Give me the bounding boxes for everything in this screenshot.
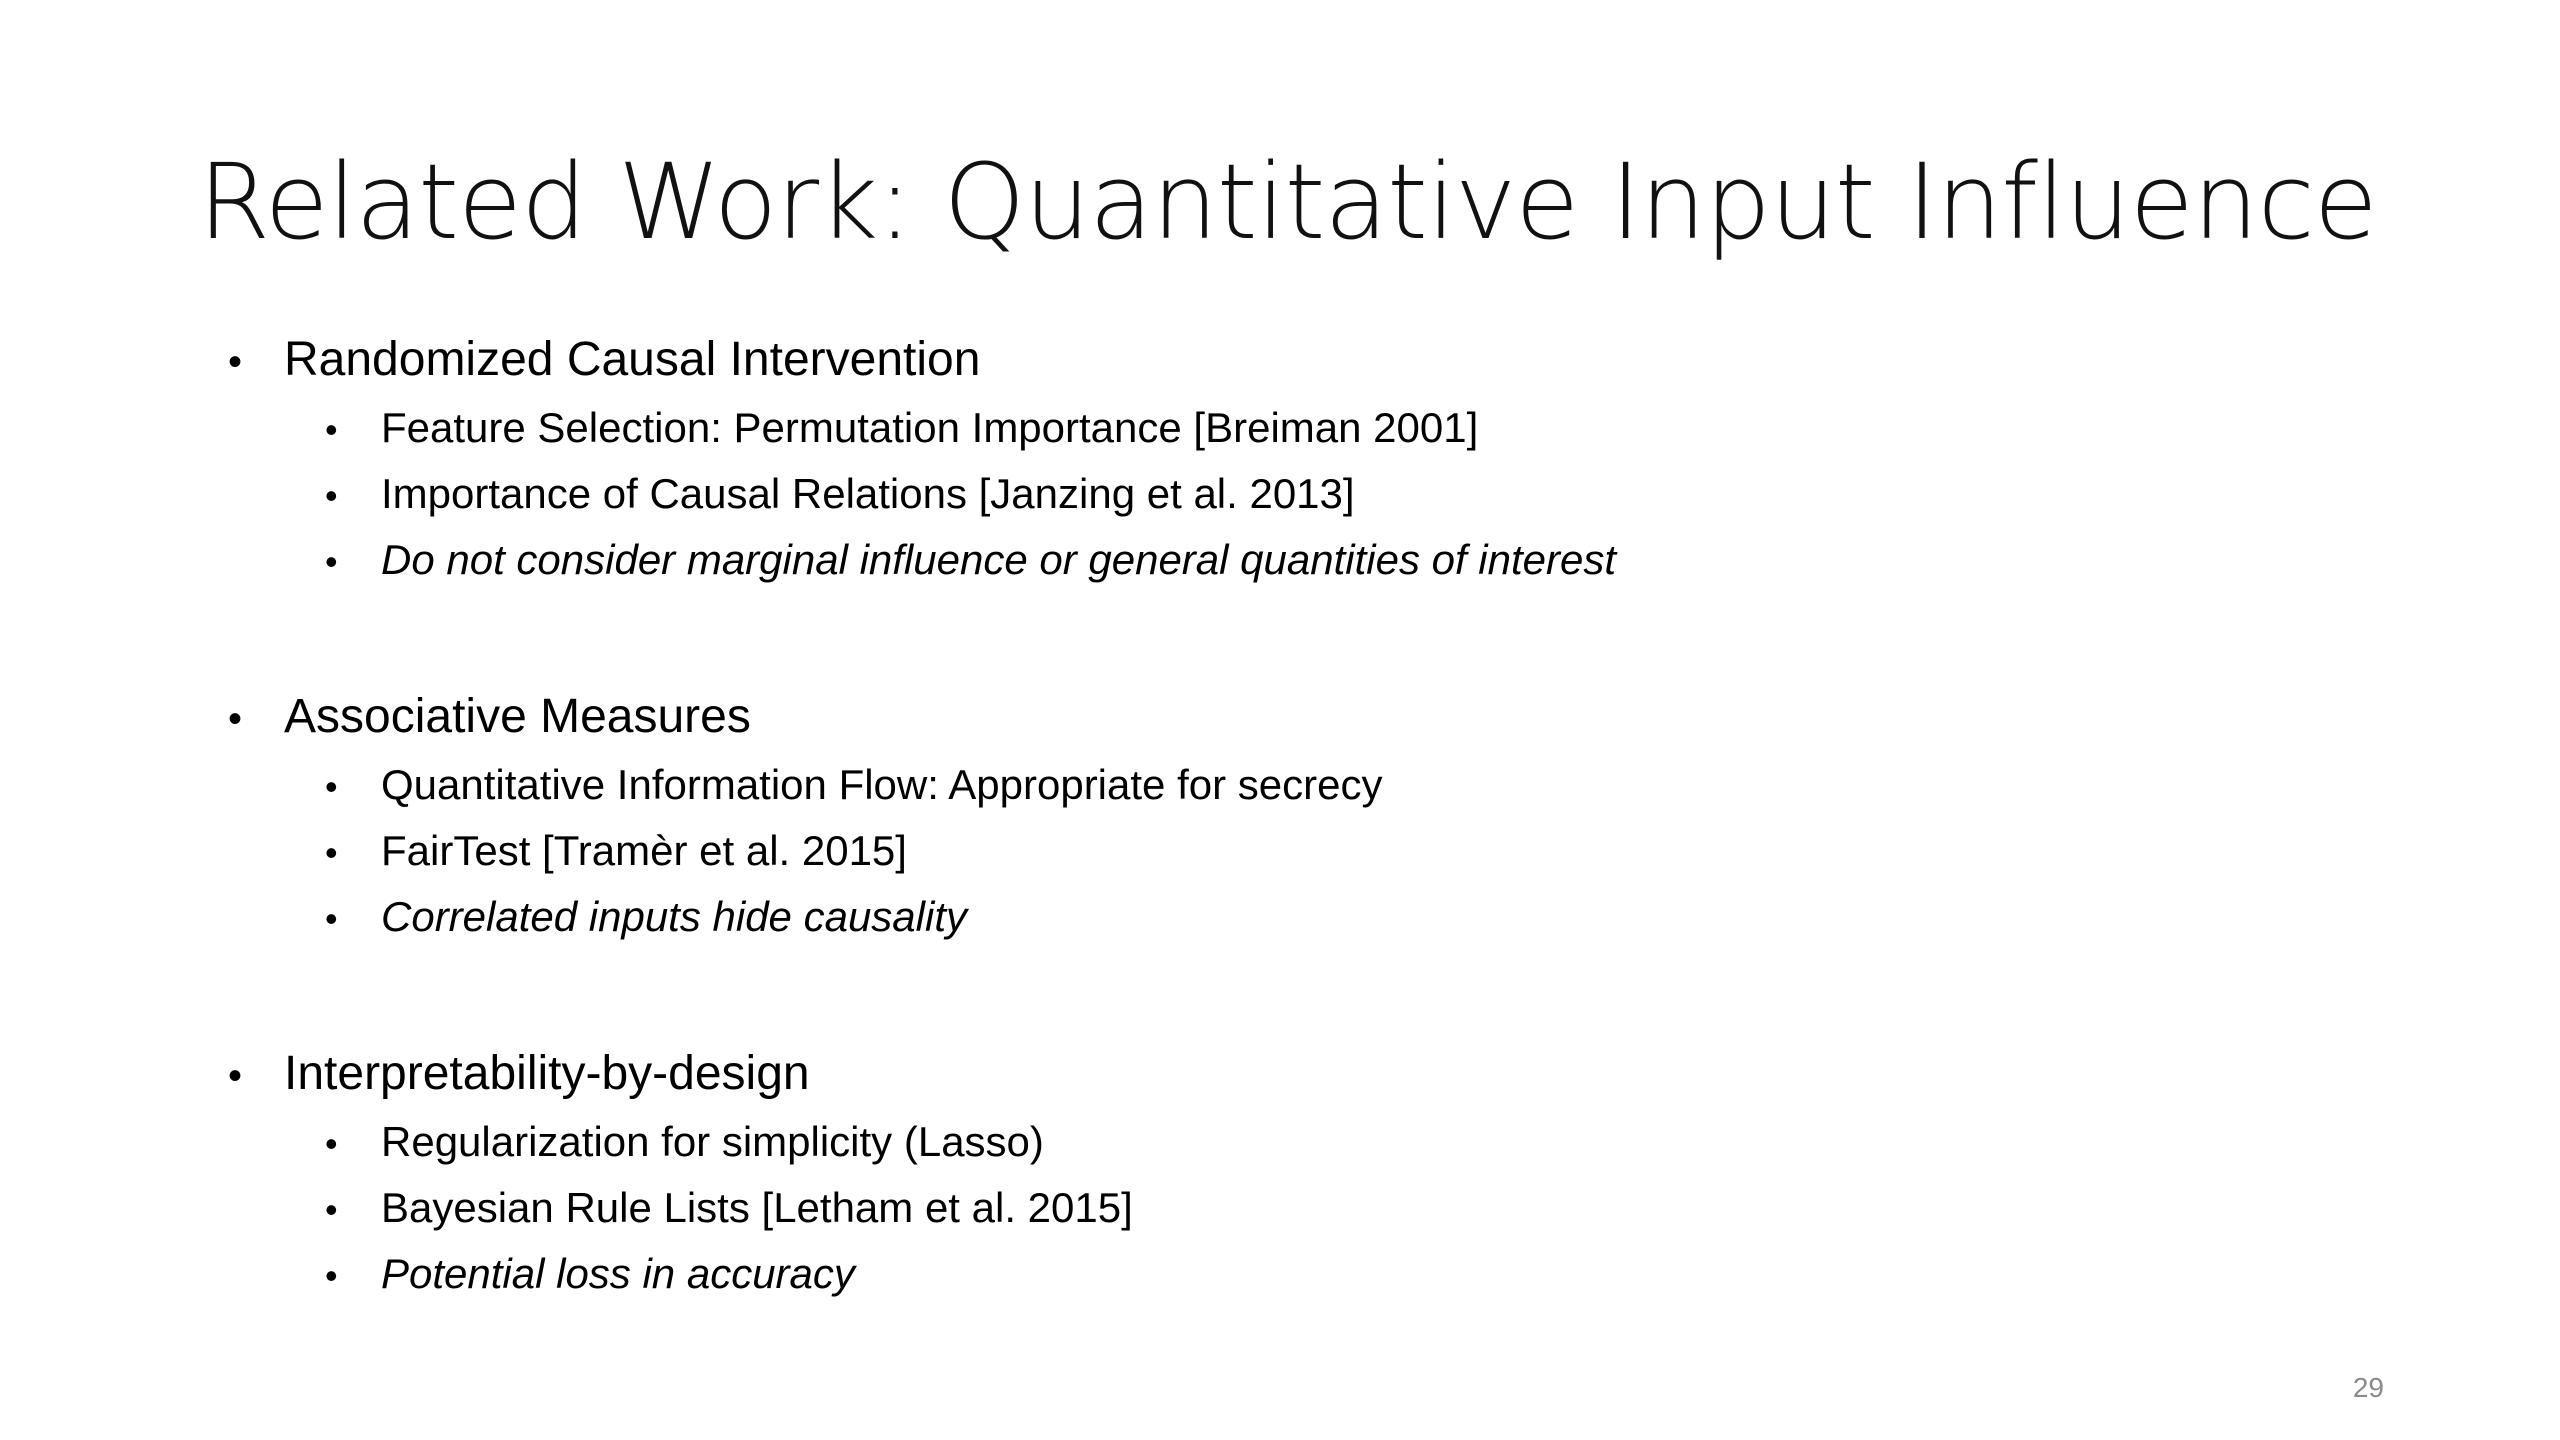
bullet-dot-icon: • xyxy=(325,766,338,807)
sub-bullet-item xyxy=(325,818,2428,884)
section-heading: Interpretability-by-design xyxy=(284,1047,810,1100)
sub-bullet-text: Bayesian Rule Lists [Letham et al. 2015] xyxy=(381,1184,1133,1231)
bullet-dot-icon: • xyxy=(325,1123,338,1164)
page-number: 29 xyxy=(2352,1372,2384,1403)
bullet-item xyxy=(228,683,2428,750)
sub-bullet-text-emphasis: Do not consider marginal influence or general quantities of interest xyxy=(381,536,1617,583)
sub-bullet-item xyxy=(325,461,2428,527)
sub-bullet-item xyxy=(325,1175,2428,1241)
sub-bullet-list xyxy=(228,752,2428,950)
sub-bullet-list xyxy=(228,395,2428,593)
section-heading: Randomized Causal Intervention xyxy=(284,333,981,386)
section-heading: Associative Measures xyxy=(284,690,751,743)
bullet-dot-icon: • xyxy=(325,409,338,450)
slide-content xyxy=(228,326,2428,1307)
sub-bullet-list xyxy=(228,1109,2428,1307)
bullet-dot-icon: • xyxy=(325,475,338,516)
section-randomized-causal-intervention xyxy=(228,326,2428,593)
bullet-item xyxy=(228,1040,2428,1107)
sub-bullet-text: Quantitative Information Flow: Appropriate for secrecy xyxy=(381,761,1383,808)
sub-bullet-text: Regularization for simplicity (Lasso) xyxy=(381,1118,1044,1165)
sub-bullet-item xyxy=(325,752,2428,818)
sub-bullet-item xyxy=(325,395,2428,461)
sub-bullet-text-emphasis: Correlated inputs hide causality xyxy=(381,893,967,940)
sub-bullet-item xyxy=(325,527,2428,593)
sub-bullet-text: FairTest [Tramèr et al. 2015] xyxy=(381,827,907,874)
bullet-dot-icon: • xyxy=(228,697,243,741)
bullet-dot-icon: • xyxy=(228,340,243,384)
sub-bullet-text-emphasis: Potential loss in accuracy xyxy=(381,1250,855,1297)
slide-title: Related Work: Quantitative Input Influence xyxy=(198,141,2377,263)
section-associative-measures xyxy=(228,683,2428,950)
bullet-item xyxy=(228,326,2428,393)
bullet-dot-icon: • xyxy=(325,832,338,873)
bullet-dot-icon: • xyxy=(325,1189,338,1230)
sub-bullet-text: Feature Selection: Permutation Importance [Breiman 2001] xyxy=(381,404,1479,451)
section-interpretability-by-design xyxy=(228,1040,2428,1307)
sub-bullet-item xyxy=(325,884,2428,950)
bullet-dot-icon: • xyxy=(325,898,338,939)
sub-bullet-item xyxy=(325,1109,2428,1175)
bullet-dot-icon: • xyxy=(325,541,338,582)
sub-bullet-text: Importance of Causal Relations [Janzing et al. 2013] xyxy=(381,470,1355,517)
sub-bullet-item xyxy=(325,1241,2428,1307)
bullet-dot-icon: • xyxy=(325,1255,338,1296)
bullet-dot-icon: • xyxy=(228,1054,243,1098)
